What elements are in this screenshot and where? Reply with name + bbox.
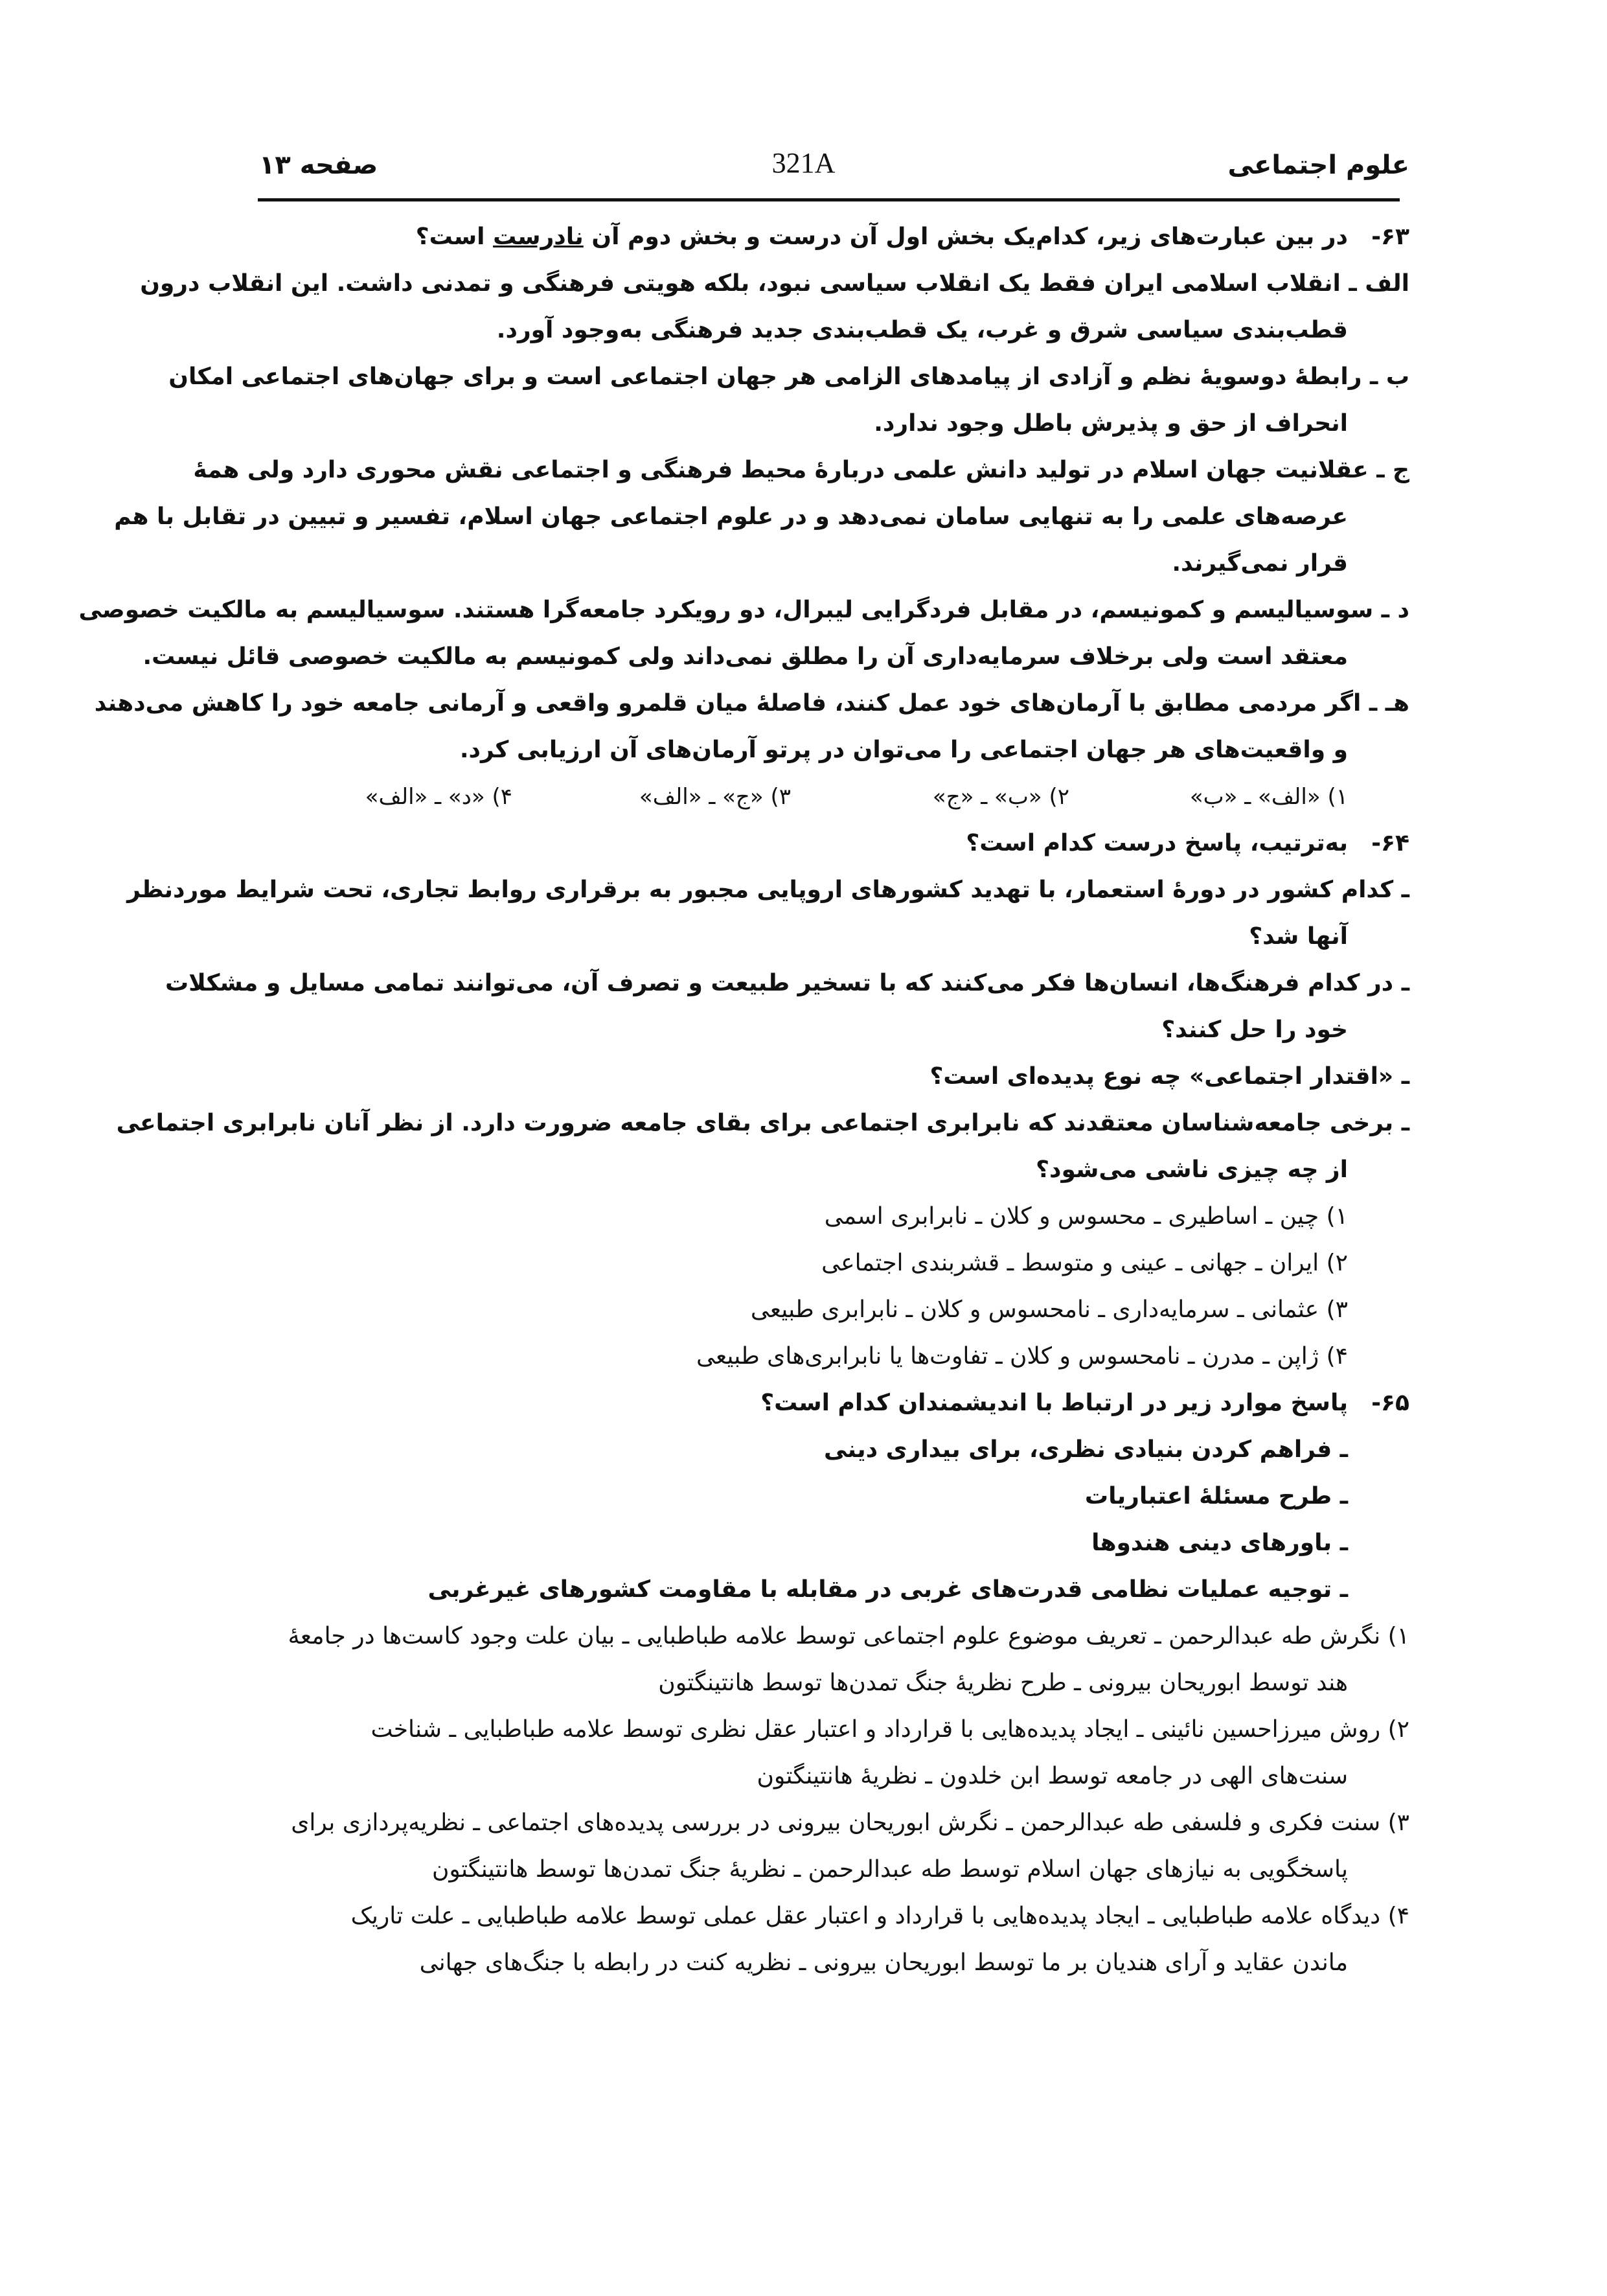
question-number: ۶۴- bbox=[1371, 830, 1409, 856]
statement-line: هـ ـ اگر مردمی مطابق با آرمان‌های خود عمل کنند، فاصلهٔ میان قلمرو واقعی و آرمانی جامعه خود را کاهش می‌دهند bbox=[94, 690, 1409, 717]
statement-line: قطب‌بندی سیاسی شرق و غرب، یک قطب‌بندی جدید فرهنگی به‌وجود آورد. bbox=[496, 317, 1348, 343]
statement-line: ـ توجیه عملیات نظامی قدرت‌های غربی در مقابله با مقاومت کشورهای غیرغربی bbox=[427, 1576, 1348, 1603]
statement-line: قرار نمی‌گیرند. bbox=[1172, 550, 1348, 577]
statement-line: ـ فراهم کردن بنیادی نظری، برای بیداری دینی bbox=[823, 1436, 1348, 1463]
statement-line: ج ـ عقلانیت جهان اسلام در تولید دانش علمی دربارهٔ محیط فرهنگی و اجتماعی نقش محوری دارد ولی همهٔ bbox=[193, 457, 1409, 483]
statement-line: ب ـ رابطهٔ دوسویهٔ نظم و آزادی از پیامدهای الزامی هر جهان اجتماعی است و برای جهان‌های اجتماعی امکان bbox=[168, 363, 1409, 390]
statement-line: آنها شد؟ bbox=[1249, 923, 1348, 950]
statement-line: خود را حل کنند؟ bbox=[1161, 1016, 1348, 1043]
option-3[interactable]: ۳) سنت فکری و فلسفی طه عبدالرحمن ـ نگرش ابوریحان بیرونی در بررسی پدیده‌های اجتماعی ـ نظریه‌پردازی برای bbox=[291, 1809, 1409, 1836]
question-65 bbox=[198, 1380, 1409, 1986]
statement-line: و واقعیت‌های هر جهان اجتماعی را می‌توان در پرتو آرمان‌های آن ارزیابی کرد. bbox=[459, 737, 1348, 763]
option-3[interactable]: ۳) «ج» ـ «الف» bbox=[639, 784, 791, 810]
option-3[interactable]: ۳) عثمانی ـ سرمایه‌داری ـ نامحسوس و کلان ـ نابرابری طبیعی bbox=[750, 1296, 1348, 1323]
question-stem: پاسخ موارد زیر در ارتباط با اندیشمندان کدام است؟ bbox=[760, 1390, 1348, 1416]
option-4[interactable]: ۴) «د» ـ «الف» bbox=[365, 784, 512, 810]
answer-options bbox=[198, 774, 1348, 820]
statement-line: ـ کدام کشور در دورهٔ استعمار، با تهدید کشورهای اروپایی مجبور به برقراری روابط تجاری، تحت شرایط موردنظر bbox=[127, 877, 1409, 903]
option-3-cont: پاسخگویی به نیازهای جهان اسلام توسط طه عبدالرحمن ـ نظریهٔ جنگ تمدن‌ها توسط هانتینگتون bbox=[431, 1856, 1348, 1883]
statement-line: الف ـ انقلاب اسلامی ایران فقط یک انقلاب سیاسی نبود، بلکه هویتی فرهنگی و تمدنی داشت. این انقلاب درون bbox=[140, 270, 1409, 297]
statement-line: ـ باورهای دینی هندوها bbox=[1091, 1530, 1348, 1556]
statement-line: ـ در کدام فرهنگ‌ها، انسان‌ها فکر می‌کنند که با تسخیر طبیعت و تصرف آن، می‌توانند تمامی مسایل و مشکلات bbox=[165, 970, 1409, 996]
question-stem: به‌ترتیب، پاسخ درست کدام است؟ bbox=[966, 830, 1348, 856]
option-4-cont: ماندن عقاید و آرای هندیان بر ما توسط ابوریحان بیرونی ـ نظریه کنت در رابطه با جنگ‌های جهانی bbox=[419, 1949, 1348, 1976]
question-number: ۶۵- bbox=[1371, 1390, 1409, 1416]
statement-line: انحراف از حق و پذیرش باطل وجود ندارد. bbox=[874, 410, 1348, 437]
page-number: صفحه ۱۳ bbox=[259, 150, 378, 180]
statement-line: ـ طرح مسئلهٔ اعتباریات bbox=[1084, 1483, 1348, 1510]
question-63 bbox=[78, 214, 1409, 820]
booklet-code: 321A bbox=[771, 147, 836, 179]
statement-line: ـ برخی جامعه‌شناسان معتقدند که نابرابری اجتماعی برای بقای جامعه ضرورت دارد. از نظر آنان نابرابری اجتماعی bbox=[116, 1110, 1409, 1136]
page-header bbox=[198, 144, 1409, 189]
option-2[interactable]: ۲) روش میرزاحسین نائینی ـ ایجاد پدیده‌هایی با قرارداد و اعتبار عقل نظری توسط علامه طباطبایی ـ شناخت bbox=[370, 1716, 1409, 1743]
option-4[interactable]: ۴) دیدگاه علامه طباطبایی ـ ایجاد پدیده‌هایی با قرارداد و اعتبار عقل عملی توسط علامه طباطبایی ـ علت تاریک bbox=[350, 1903, 1409, 1929]
statement-line: از چه چیزی ناشی می‌شود؟ bbox=[1036, 1156, 1348, 1183]
subject-title: علوم اجتماعی bbox=[1227, 150, 1409, 180]
option-1[interactable]: ۱) نگرش طه عبدالرحمن ـ تعریف موضوع علوم اجتماعی توسط علامه طباطبایی ـ بیان علت وجود کاست‌ها در جامعهٔ bbox=[288, 1623, 1409, 1649]
question-stem: در بین عبارت‌های زیر، کدام‌یک بخش اول آن درست و بخش دوم آن نادرست است؟ bbox=[415, 224, 1348, 250]
question-64 bbox=[116, 820, 1409, 1380]
option-2[interactable]: ۲) «ب» ـ «ج» bbox=[932, 784, 1069, 810]
statement-line: عرصه‌های علمی را به تنهایی سامان نمی‌دهد و در علوم اجتماعی جهان اسلام، تفسیر و تبیین در تقابل با هم bbox=[114, 503, 1348, 530]
questions bbox=[78, 214, 1409, 1986]
statement-line: ـ «اقتدار اجتماعی» چه نوع پدیده‌ای است؟ bbox=[929, 1063, 1409, 1090]
question-number: ۶۳- bbox=[1371, 224, 1409, 250]
option-1[interactable]: ۱) «الف» ـ «ب» bbox=[1189, 784, 1348, 810]
option-4[interactable]: ۴) ژاپن ـ مدرن ـ نامحسوس و کلان ـ تفاوت‌ها یا نابرابری‌های طبیعی bbox=[696, 1343, 1348, 1370]
statement-line: د ـ سوسیالیسم و کمونیسم، در مقابل فردگرایی لیبرال، دو رویکرد جامعه‌گرا هستند. سوسیالیسم به مالکیت خصوصی bbox=[78, 597, 1409, 623]
option-1-cont: هند توسط ابوریحان بیرونی ـ طرح نظریهٔ جنگ تمدن‌ها توسط هانتینگتون bbox=[658, 1670, 1348, 1696]
underlined-word: نادرست bbox=[493, 224, 584, 250]
header-divider bbox=[258, 198, 1400, 201]
option-2-cont: سنت‌های الهی در جامعه توسط ابن خلدون ـ نظریهٔ هانتینگتون bbox=[757, 1763, 1348, 1789]
statement-line: معتقد است ولی برخلاف سرمایه‌داری آن را مطلق نمی‌داند ولی کمونیسم به مالکیت خصوصی قائل نیست. bbox=[142, 643, 1348, 670]
option-1[interactable]: ۱) چین ـ اساطیری ـ محسوس و کلان ـ نابرابری اسمی bbox=[824, 1203, 1348, 1230]
option-2[interactable]: ۲) ایران ـ جهانی ـ عینی و متوسط ـ قشربندی اجتماعی bbox=[821, 1250, 1348, 1276]
